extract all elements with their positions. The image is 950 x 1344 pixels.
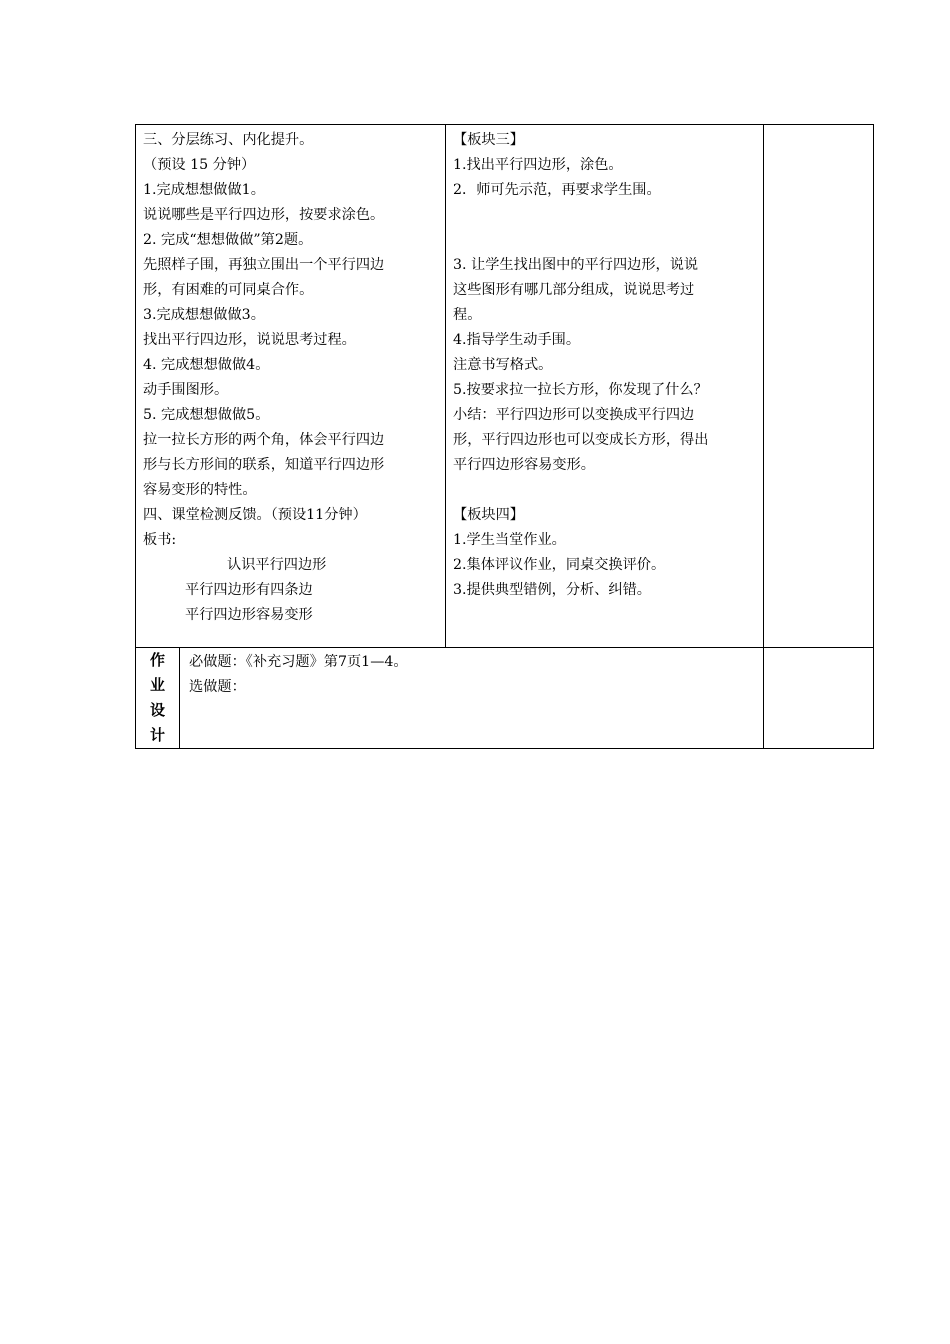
exercise-item: 5. 完成想想做做5。 bbox=[143, 407, 270, 423]
guidance-item: 2．师可先示范，再要求学生围。 bbox=[453, 182, 661, 198]
exercise-instruction: 找出平行四边形，说说思考过程。 bbox=[143, 332, 356, 348]
summary-line: 平行四边形容易变形。 bbox=[453, 457, 595, 473]
section-three-heading: 三、分层练习、内化提升。 bbox=[143, 132, 314, 148]
exercise-instruction: 形与长方形间的联系，知道平行四边形 bbox=[143, 457, 385, 473]
homework-label-char: 计 bbox=[149, 726, 165, 744]
block-three-heading: 【板块三】 bbox=[453, 132, 524, 148]
exercise-instruction: 形，有困难的可同桌合作。 bbox=[143, 282, 314, 298]
guidance-item: 程。 bbox=[453, 307, 482, 323]
board-label: 板书: bbox=[143, 532, 177, 548]
exercise-item: 4. 完成想想做做4。 bbox=[143, 357, 270, 373]
teacher-guidance-cell bbox=[446, 125, 764, 648]
section-four-heading: 四、课堂检测反馈。（预设11分钟） bbox=[143, 507, 367, 523]
guidance-item: 1.找出平行四边形，涂色。 bbox=[453, 157, 623, 173]
exercise-item: 1.完成想想做做1。 bbox=[143, 182, 265, 198]
exercise-instruction: 拉一拉长方形的两个角，体会平行四边 bbox=[143, 432, 385, 448]
summary-line: 形，平行四边形也可以变成长方形，得出 bbox=[453, 432, 709, 448]
teaching-process-row bbox=[136, 125, 874, 648]
homework-content-cell bbox=[180, 648, 764, 749]
exercise-instruction: 先照样子围，再独立围出一个平行四边 bbox=[143, 257, 385, 273]
guidance-item: 5.按要求拉一拉长方形，你发现了什么？ bbox=[453, 382, 708, 398]
optional-homework: 选做题： bbox=[189, 679, 246, 695]
homework-label-char: 设 bbox=[149, 701, 165, 719]
spacer bbox=[453, 478, 757, 503]
board-point: 平行四边形有四条边 bbox=[185, 582, 313, 598]
spacer bbox=[453, 228, 757, 253]
exercise-item: 3.完成想想做做3。 bbox=[143, 307, 265, 323]
exercise-item: 2. 完成“想想做做”第2题。 bbox=[143, 232, 313, 248]
guidance-item: 2.集体评议作业，同桌交换评价。 bbox=[453, 557, 666, 573]
exercise-instruction: 动手围图形。 bbox=[143, 382, 229, 398]
homework-row bbox=[136, 648, 874, 749]
summary-line: 小结：平行四边形可以变换成平行四边 bbox=[453, 407, 695, 423]
homework-notes-cell bbox=[764, 648, 874, 749]
board-point: 平行四边形容易变形 bbox=[185, 607, 313, 623]
block-four-heading: 【板块四】 bbox=[453, 507, 524, 523]
exercise-instruction: 说说哪些是平行四边形，按要求涂色。 bbox=[143, 207, 385, 223]
homework-label-char: 作 bbox=[149, 651, 165, 669]
homework-label-cell bbox=[136, 648, 180, 749]
time-estimate: （预设 15 分钟） bbox=[143, 157, 256, 173]
board-title: 认识平行四边形 bbox=[227, 557, 327, 573]
spacer bbox=[453, 203, 757, 228]
homework-label-char: 业 bbox=[149, 676, 165, 694]
guidance-item: 注意书写格式。 bbox=[453, 357, 553, 373]
student-activity-cell bbox=[136, 125, 446, 648]
guidance-item: 3.提供典型错例，分析、纠错。 bbox=[453, 582, 651, 598]
exercise-instruction: 容易变形的特性。 bbox=[143, 482, 257, 498]
guidance-item: 这些图形有哪几部分组成，说说思考过 bbox=[453, 282, 695, 298]
guidance-item: 4.指导学生动手围。 bbox=[453, 332, 581, 348]
lesson-plan-table bbox=[135, 124, 874, 749]
notes-cell bbox=[764, 125, 874, 648]
guidance-item: 3. 让学生找出图中的平行四边形，说说 bbox=[453, 257, 699, 273]
required-homework: 必做题：《补充习题》第7页1—4。 bbox=[189, 654, 408, 670]
guidance-item: 1.学生当堂作业。 bbox=[453, 532, 566, 548]
